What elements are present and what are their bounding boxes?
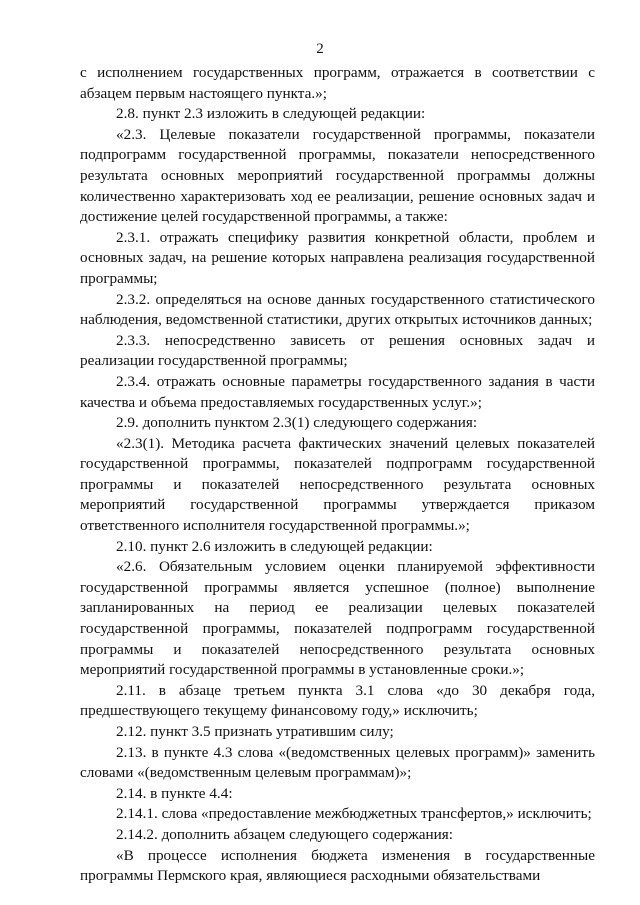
paragraph: «2.6. Обязательным условием оценки планируемой эффективности государственной программы является успешное (полное) выполнение запланированных на период ее реализации целевых показателей государственной программы, показателей подпрограмм государственной программы и показателей непосредственного результата основных мероприятий государственной программы в установленные сроки.»; [80, 558, 595, 679]
page-number: 2 [316, 41, 324, 57]
paragraph: 2.14. в пункте 4.4: [116, 784, 233, 802]
paragraph: 2.3.1. отражать специфику развития конкретной области, проблем и основных задач, на решение которых направлена реализация государственной программы; [80, 228, 595, 287]
paragraph: 2.9. дополнить пунктом 2.3(1) следующего содержания: [116, 414, 478, 432]
paragraph: 2.8. пункт 2.3 изложить в следующей редакции: [116, 105, 426, 123]
paragraph: 2.13. в пункте 4.3 слова «(ведомственных целевых программ)» заменить словами «(ведомственным целевым программам)»; [80, 743, 595, 782]
paragraph: 2.14.2. дополнить абзацем следующего содержания: [116, 825, 453, 843]
paragraph: 2.3.4. отражать основные параметры государственного задания в части качества и объема предоставляемых государственных услуг.»; [80, 372, 595, 411]
paragraph: «2.3(1). Методика расчета фактических значений целевых показателей государственной программы, показателей подпрограмм государственной программы и показателей непосредственного результата основных мероприятий государственной программы утверждается приказом ответственного исполнителя государственной программы.»; [80, 434, 595, 535]
paragraph: «В процессе исполнения бюджета изменения в государственные программы Пермского края, являющиеся расходными обязательствами [80, 846, 595, 885]
paragraph: 2.11. в абзаце третьем пункта 3.1 слова «до 30 декабря года, предшествующего текущему финансовому году,» исключить; [80, 681, 595, 720]
paragraph: 2.3.2. определяться на основе данных государственного статистического наблюдения, ведомственной статистики, других открытых источников данных; [80, 290, 595, 329]
paragraph: «2.3. Целевые показатели государственной программы, показатели подпрограмм государственной программы, показатели непосредственного результата основных мероприятий государственной программы должны количественно характеризовать ход ее реализации, решение основных задач и достижение целей государственной программы, а также: [80, 125, 595, 226]
paragraph: 2.3.3. непосредственно зависеть от решения основных задач и реализации государственной программы; [80, 331, 595, 370]
paragraph: 2.12. пункт 3.5 признать утратившим силу; [116, 723, 394, 740]
paragraph: с исполнением государственных программ, отражается в соответствии с абзацем первым настоящего пункта.»; [80, 64, 595, 102]
document-body [80, 63, 595, 887]
paragraph: 2.14.1. слова «предоставление межбюджетных трансфертов,» исключить; [116, 805, 592, 823]
paragraph: 2.10. пункт 2.6 изложить в следующей редакции: [116, 537, 433, 555]
